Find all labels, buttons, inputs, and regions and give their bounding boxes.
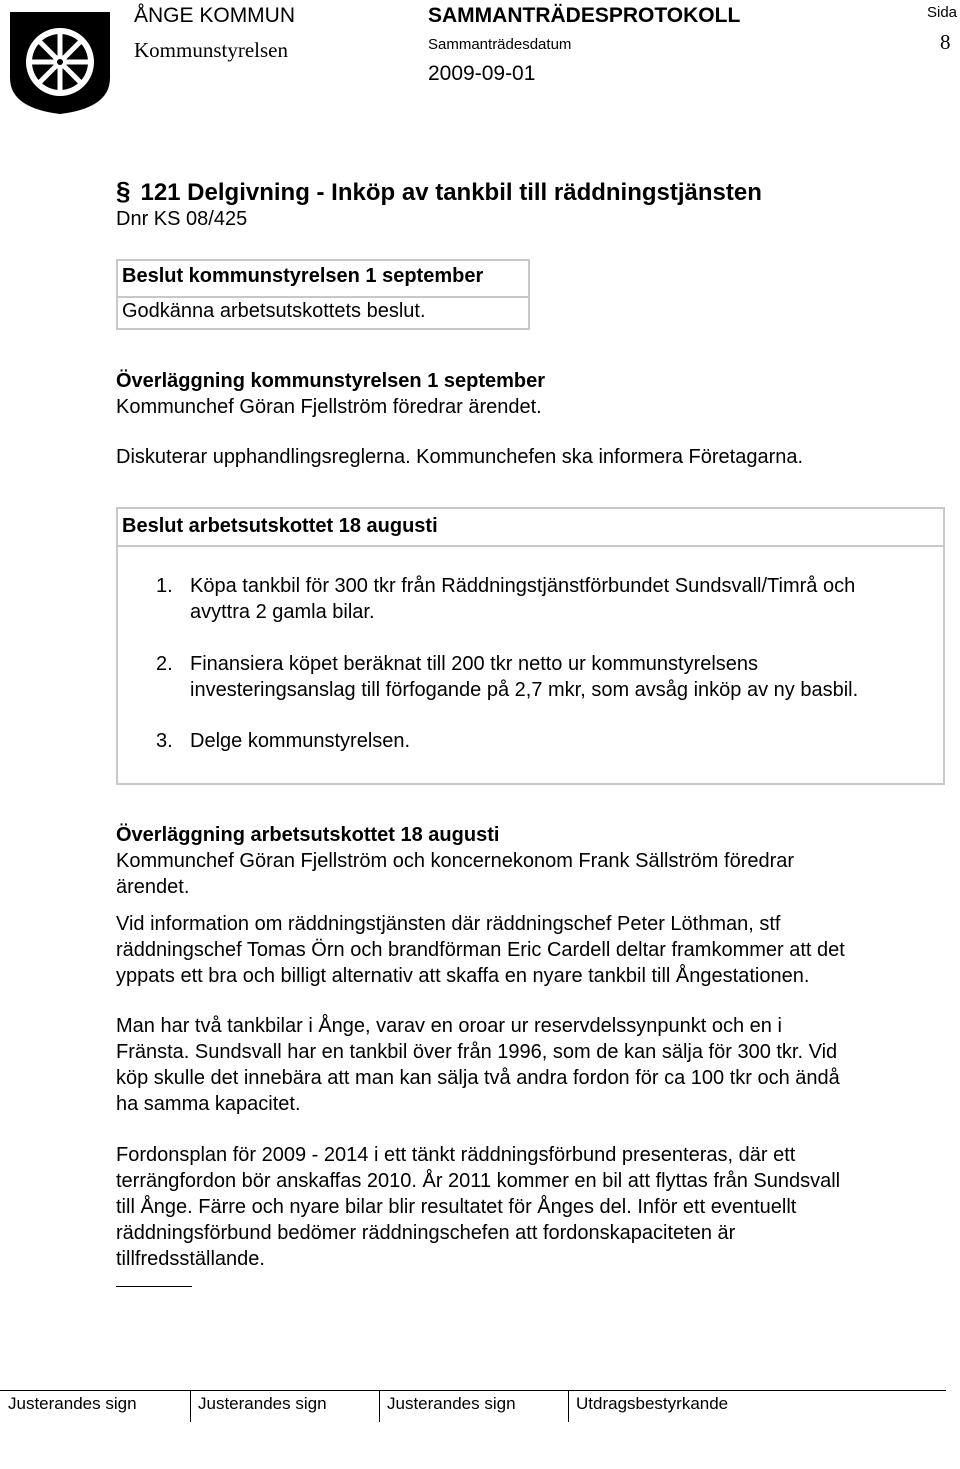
deliberation-ks-line: Diskuterar upphandlingsreglerna. Kommunchefen ska informera Företagarna. [116, 446, 804, 468]
meeting-date: 2009-09-01 [428, 62, 536, 85]
footer-signature-cell: Justerandes sign [198, 1394, 327, 1413]
footer-rule [0, 1390, 946, 1391]
decision-ks-text: Godkänna arbetsutskottets beslut. [122, 300, 426, 322]
footer-divider [379, 1390, 380, 1422]
decision-au-heading: Beslut arbetsutskottet 18 augusti [122, 515, 438, 537]
page-number: 8 [940, 30, 951, 54]
footer-signature-cell: Justerandes sign [387, 1394, 516, 1413]
deliberation-ks-heading: Överläggning kommunstyrelsen 1 september [116, 370, 546, 392]
text-line: yppats ett bra och billigt alternativ att skaffa en nyare tankbil till Ångestationen. [116, 965, 810, 987]
meeting-date-label: Sammanträdesdatum [428, 36, 572, 53]
divider [118, 545, 943, 547]
case-number: Dnr KS 08/425 [116, 208, 248, 230]
section-title-text: 121 Delgivning - Inköp av tankbil till räddningstjänsten [140, 179, 762, 206]
decision-item-line: avyttra 2 gamla bilar. [190, 601, 375, 623]
footer-certification-cell: Utdragsbestyrkande [576, 1394, 729, 1413]
section-title [116, 176, 762, 207]
text-line: köp skulle det innebära att man kan sälja två andra fordon för ca 100 tkr och ändå [116, 1067, 840, 1089]
paragraph [116, 911, 845, 989]
paragraph [116, 1142, 840, 1272]
document-type: SAMMANTRÄDESPROTOKOLL [428, 4, 741, 27]
decision-item-number: 2. [156, 653, 173, 675]
footer-divider [568, 1390, 569, 1422]
text-line: ärendet. [116, 876, 190, 898]
decision-ks-heading: Beslut kommunstyrelsen 1 september [122, 265, 484, 287]
section-end-rule [116, 1286, 192, 1287]
text-line: tillfredsställande. [116, 1248, 265, 1270]
text-line: Vid information om räddningstjänsten där räddningschef Peter Löthman, stf [116, 913, 781, 935]
paragraph [116, 1013, 840, 1117]
page-label: Sida [927, 4, 958, 21]
text-line: Kommunchef Göran Fjellström och koncernekonom Frank Sällström föredrar [116, 850, 795, 872]
text-line: räddningschef Tomas Örn och brandförman Eric Cardell deltar framkommer att det [116, 939, 845, 961]
divider [118, 296, 528, 298]
deliberation-ks-line: Kommunchef Göran Fjellström föredrar ärendet. [116, 396, 542, 418]
deliberation-au-heading: Överläggning arbetsutskottet 18 augusti [116, 824, 500, 846]
footer-divider [190, 1390, 191, 1422]
decision-au-box [116, 507, 945, 785]
text-line: ha samma kapacitet. [116, 1093, 301, 1115]
decision-item-number: 1. [156, 575, 173, 597]
text-line: Fränsta. Sundsvall har en tankbil över från 1996, som de kan sälja för 300 tkr. Vid [116, 1041, 838, 1063]
ange-kommun-logo [6, 8, 114, 116]
decision-item [156, 573, 855, 625]
decision-item [156, 651, 858, 703]
text-line: räddningsförbund bedömer räddningschefen att fordonskapaciteten är [116, 1222, 736, 1244]
section-symbol: § [116, 176, 131, 206]
decision-ks-box [116, 259, 530, 330]
text-line: Fordonsplan för 2009 - 2014 i ett tänkt räddningsförbund presenteras, där ett [116, 1144, 796, 1166]
text-line: till Ånge. Färre och nyare bilar blir resultatet för Ånges del. Inför ett eventuellt [116, 1196, 797, 1218]
organization-name: ÅNGE KOMMUN [134, 4, 296, 27]
decision-item-line: Köpa tankbil för 300 tkr från Räddningstjänstförbundet Sundsvall/Timrå och [190, 575, 856, 597]
board-name: Kommunstyrelsen [134, 38, 288, 62]
text-line: terrängfordon bör anskaffas 2010. År 2011 kommer en bil att flyttas från Sundsvall [116, 1170, 841, 1192]
decision-item-line: Delge kommunstyrelsen. [190, 730, 411, 752]
decision-item-line: investeringsanslag till förfogande på 2,7 mkr, som avsåg inköp av ny basbil. [190, 679, 859, 701]
decision-item [156, 728, 410, 754]
text-line: Man har två tankbilar i Ånge, varav en oroar ur reservdelssynpunkt och en i [116, 1015, 782, 1037]
deliberation-au-intro [116, 848, 794, 900]
footer-signature-cell: Justerandes sign [8, 1394, 137, 1413]
decision-item-line: Finansiera köpet beräknat till 200 tkr netto ur kommunstyrelsens [190, 653, 759, 675]
decision-item-number: 3. [156, 730, 173, 752]
